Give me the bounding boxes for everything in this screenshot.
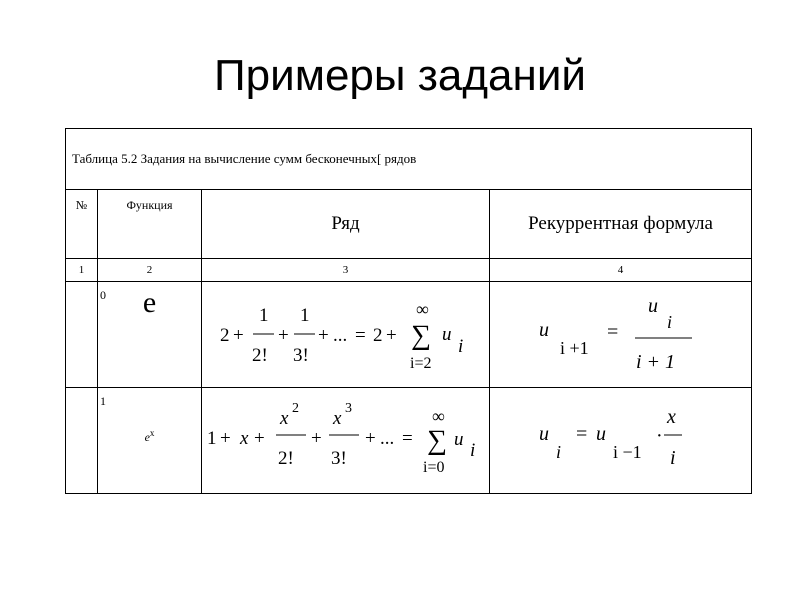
table-row — [66, 388, 752, 494]
series-plus: + — [220, 428, 231, 449]
series-cell — [202, 282, 490, 388]
recurrence-numerator: u — [648, 295, 658, 317]
series-term: 2 — [373, 325, 383, 346]
series-dots: ... — [380, 428, 395, 449]
series-u-index: i — [458, 336, 464, 357]
recurrence-rhs: u — [596, 423, 606, 445]
series-term: 2 — [220, 325, 230, 346]
function-ex — [98, 388, 201, 445]
recurrence-equals: = — [607, 321, 619, 343]
series-u-index: i — [470, 440, 476, 461]
recurrence-lhs: u — [539, 319, 549, 341]
fraction-numerator: 1 — [300, 305, 310, 326]
recurrence-denominator: i + 1 — [636, 351, 676, 373]
series-dots: ... — [333, 325, 348, 346]
slide-title: Примеры заданий — [214, 51, 586, 100]
table-caption: Таблица 5.2 Задания на вычисление сумм бесконечных[ рядов — [66, 129, 752, 190]
series-formula-ex — [202, 388, 490, 488]
fraction-denominator: 3! — [331, 448, 347, 469]
fraction-power: 2 — [292, 401, 299, 416]
recurrence-lhs: u — [539, 423, 549, 445]
recurrence-cell — [490, 282, 752, 388]
series-plus: + — [311, 428, 322, 449]
sigma-icon: ∑ — [427, 425, 447, 456]
fraction-power: 3 — [345, 401, 352, 416]
header-recurrence: Рекуррентная формула — [490, 190, 752, 259]
function-cell — [98, 388, 202, 494]
recurrence-numerator: x — [667, 406, 676, 428]
header-series: Ряд — [202, 190, 490, 259]
row-id: 1 — [100, 394, 106, 408]
row-id: 0 — [100, 288, 106, 302]
series-plus: + — [254, 428, 265, 449]
series-x: x — [240, 428, 249, 449]
column-number-2: 2 — [98, 259, 202, 282]
empty-cell — [66, 282, 98, 388]
series-term: 1 — [207, 428, 217, 449]
fraction-numerator: x — [280, 408, 289, 429]
recurrence-lhs-index: i — [556, 442, 562, 462]
function-cell — [98, 282, 202, 388]
recurrence-cell — [490, 388, 752, 494]
series-formula-e — [202, 282, 490, 382]
series-plus: + — [278, 325, 289, 346]
recurrence-numerator-index: i — [667, 312, 673, 332]
header-function: Функция — [98, 190, 202, 259]
series-equals: = — [355, 325, 366, 346]
recurrence-rhs-index: i −1 — [613, 442, 642, 462]
function-ex-base: e — [144, 430, 150, 444]
fraction-denominator: 2! — [252, 345, 268, 366]
fraction-denominator: 2! — [278, 448, 294, 469]
series-plus: + — [386, 325, 397, 346]
sum-lower-limit: i=2 — [410, 355, 432, 372]
fraction-numerator: x — [333, 408, 342, 429]
sum-lower-limit: i=0 — [423, 459, 445, 476]
function-e: e — [142, 286, 157, 319]
recurrence-lhs-index: i +1 — [560, 338, 589, 358]
sum-upper-limit: ∞ — [416, 299, 429, 319]
recurrence-formula-ex — [490, 388, 752, 488]
column-number-4: 4 — [490, 259, 752, 282]
series-plus: + — [365, 428, 376, 449]
recurrence-equals: = — [576, 423, 588, 445]
series-cell — [202, 388, 490, 494]
sum-upper-limit: ∞ — [432, 406, 445, 426]
series-plus: + — [233, 325, 244, 346]
function-ex-exponent: x — [149, 428, 155, 438]
table-row — [66, 282, 752, 388]
fraction-numerator: 1 — [259, 305, 269, 326]
empty-cell — [66, 388, 98, 494]
series-u: u — [454, 429, 464, 450]
column-number-1: 1 — [66, 259, 98, 282]
tasks-table — [65, 128, 752, 494]
fraction-denominator: 3! — [293, 345, 309, 366]
series-equals: = — [402, 428, 413, 449]
header-number: № — [66, 190, 98, 259]
recurrence-formula-e — [490, 282, 752, 382]
series-plus: + — [318, 325, 329, 346]
recurrence-denominator: i — [670, 447, 676, 469]
column-number-3: 3 — [202, 259, 490, 282]
recurrence-dot: · — [656, 425, 663, 447]
sigma-icon: ∑ — [411, 320, 431, 351]
series-u: u — [442, 324, 452, 345]
